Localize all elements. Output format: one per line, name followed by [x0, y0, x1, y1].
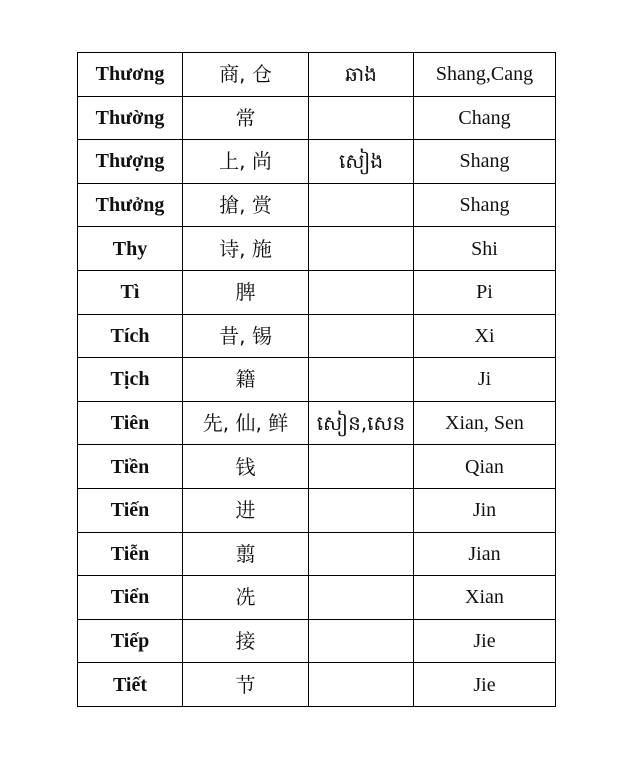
khmer-cell [309, 227, 414, 271]
table-row [78, 96, 556, 140]
chinese-cell: 常 [183, 96, 309, 140]
khmer-cell [309, 663, 414, 707]
table-row [78, 663, 556, 707]
chinese-cell: 商, 仓 [183, 53, 309, 97]
pinyin-cell: Xian, Sen [414, 401, 556, 445]
chinese-cell: 籍 [183, 358, 309, 402]
khmer-cell [309, 488, 414, 532]
khmer-cell [309, 445, 414, 489]
khmer-cell: ឆាង [309, 53, 414, 97]
pinyin-cell: Pi [414, 270, 556, 314]
chinese-cell: 接 [183, 619, 309, 663]
chinese-cell: 搶, 赏 [183, 183, 309, 227]
vietnamese-cell: Thương [78, 53, 183, 97]
table-row [78, 576, 556, 620]
chinese-cell: 冼 [183, 576, 309, 620]
khmer-cell [309, 619, 414, 663]
vietnamese-cell: Tiền [78, 445, 183, 489]
vietnamese-cell: Tiển [78, 576, 183, 620]
chinese-cell: 翦 [183, 532, 309, 576]
pinyin-cell: Ji [414, 358, 556, 402]
vietnamese-cell: Tì [78, 270, 183, 314]
vietnamese-cell: Tiết [78, 663, 183, 707]
khmer-cell [309, 314, 414, 358]
table-row [78, 140, 556, 184]
vocabulary-table [77, 52, 556, 707]
vietnamese-cell: Tịch [78, 358, 183, 402]
chinese-cell: 钱 [183, 445, 309, 489]
chinese-cell: 进 [183, 488, 309, 532]
chinese-cell: 节 [183, 663, 309, 707]
table-row [78, 532, 556, 576]
pinyin-cell: Xian [414, 576, 556, 620]
vietnamese-cell: Thy [78, 227, 183, 271]
pinyin-cell: Jian [414, 532, 556, 576]
pinyin-cell: Shang,Cang [414, 53, 556, 97]
pinyin-cell: Jie [414, 663, 556, 707]
pinyin-cell: Jie [414, 619, 556, 663]
pinyin-cell: Shang [414, 140, 556, 184]
table-row [78, 183, 556, 227]
table-row [78, 270, 556, 314]
khmer-cell: សៀង [309, 140, 414, 184]
pinyin-cell: Qian [414, 445, 556, 489]
pinyin-cell: Shi [414, 227, 556, 271]
table-row [78, 314, 556, 358]
vietnamese-cell: Thượng [78, 140, 183, 184]
table-row [78, 358, 556, 402]
table-row [78, 445, 556, 489]
vietnamese-cell: Thưởng [78, 183, 183, 227]
khmer-cell [309, 183, 414, 227]
chinese-cell: 先, 仙, 鲜 [183, 401, 309, 445]
vietnamese-cell: Tiên [78, 401, 183, 445]
khmer-cell: សៀន,សេន [309, 401, 414, 445]
khmer-cell [309, 532, 414, 576]
vietnamese-cell: Tích [78, 314, 183, 358]
khmer-cell [309, 358, 414, 402]
vocabulary-table-body [78, 53, 556, 707]
khmer-cell [309, 270, 414, 314]
vietnamese-cell: Thường [78, 96, 183, 140]
table-row [78, 488, 556, 532]
chinese-cell: 脾 [183, 270, 309, 314]
table-row [78, 53, 556, 97]
table-row [78, 401, 556, 445]
khmer-cell [309, 96, 414, 140]
chinese-cell: 上, 尚 [183, 140, 309, 184]
pinyin-cell: Jin [414, 488, 556, 532]
vietnamese-cell: Tiến [78, 488, 183, 532]
chinese-cell: 诗, 施 [183, 227, 309, 271]
pinyin-cell: Xi [414, 314, 556, 358]
chinese-cell: 昔, 锡 [183, 314, 309, 358]
pinyin-cell: Chang [414, 96, 556, 140]
vietnamese-cell: Tiễn [78, 532, 183, 576]
vietnamese-cell: Tiếp [78, 619, 183, 663]
khmer-cell [309, 576, 414, 620]
pinyin-cell: Shang [414, 183, 556, 227]
table-row [78, 619, 556, 663]
table-row [78, 227, 556, 271]
